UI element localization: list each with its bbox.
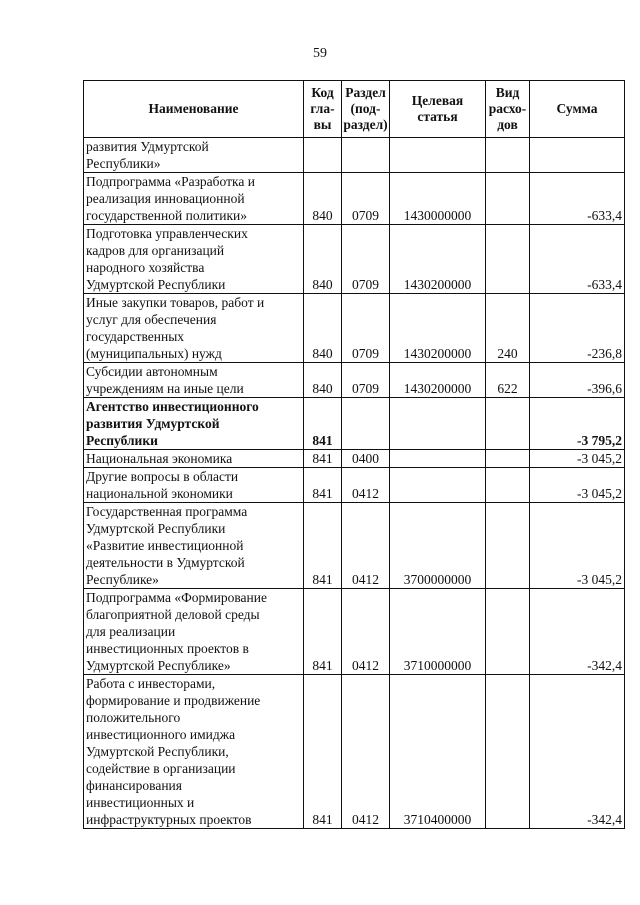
row-name-line: Удмуртской Республики, [86, 744, 229, 759]
row-name-cell [84, 138, 304, 173]
row-code-cell: 840 [304, 173, 342, 225]
row-expense-cell [486, 138, 530, 173]
row-name-line: развития Удмуртской [86, 139, 209, 154]
header-section-line: раздел) [343, 117, 388, 132]
table-row [84, 468, 625, 503]
row-article-cell [390, 398, 486, 450]
header-section-line: (под- [350, 101, 381, 116]
header-code [304, 81, 342, 138]
row-name-line: Субсидии автономным [86, 364, 218, 379]
row-code-cell: 840 [304, 294, 342, 363]
row-sum-cell: -633,4 [530, 225, 625, 294]
row-section-cell: 0412 [342, 675, 390, 829]
row-expense-cell [486, 225, 530, 294]
row-name-line: Государственная программа [86, 504, 248, 519]
row-name-cell [84, 503, 304, 589]
table-row [84, 675, 625, 829]
row-section-cell: 0412 [342, 589, 390, 675]
header-expense-line: дов [497, 117, 518, 132]
row-name-line: благоприятной деловой среды [86, 607, 260, 622]
row-name-line: (муниципальных) нужд [86, 346, 222, 361]
row-expense-cell [486, 675, 530, 829]
row-code-cell: 841 [304, 468, 342, 503]
row-name-line: Иные закупки товаров, работ и [86, 295, 265, 310]
row-sum-cell: -3 795,2 [530, 398, 625, 450]
row-expense-cell [486, 503, 530, 589]
row-name-line: Республике» [86, 572, 159, 587]
row-section-cell: 0709 [342, 363, 390, 398]
table-row [84, 589, 625, 675]
table-row [84, 173, 625, 225]
row-name-line: государственных [86, 329, 185, 344]
row-name-line: национальной экономики [86, 486, 233, 501]
row-name-line: инфраструктурных проектов [86, 812, 252, 827]
header-sum: Сумма [530, 81, 625, 138]
row-sum-cell: -342,4 [530, 589, 625, 675]
row-name-line: Работа с инвесторами, [86, 676, 216, 691]
row-name-line: «Развитие инвестиционной [86, 538, 244, 553]
row-section-cell: 0709 [342, 294, 390, 363]
row-article-cell: 3710400000 [390, 675, 486, 829]
row-name-line: инвестиционных и [86, 795, 195, 810]
row-name-cell [84, 225, 304, 294]
row-article-cell: 1430200000 [390, 294, 486, 363]
budget-table [83, 80, 625, 829]
header-expense [486, 81, 530, 138]
row-name-line: Подготовка управленческих [86, 226, 248, 241]
table-row [84, 363, 625, 398]
header-name: Наименование [84, 81, 304, 138]
row-name-line: инвестиционных проектов в [86, 641, 249, 656]
row-code-cell: 841 [304, 589, 342, 675]
row-name-cell [84, 363, 304, 398]
row-name-line: услуг для обеспечения [86, 312, 217, 327]
row-expense-cell [486, 398, 530, 450]
row-code-cell: 840 [304, 363, 342, 398]
row-name-line: Подпрограмма «Формирование [86, 590, 267, 605]
row-code-cell: 841 [304, 398, 342, 450]
header-section [342, 81, 390, 138]
row-code-cell: 840 [304, 225, 342, 294]
row-name-line: Республики» [86, 156, 161, 171]
row-name-cell [84, 398, 304, 450]
table-header-row [84, 81, 625, 138]
row-article-cell [390, 450, 486, 468]
row-name-cell [84, 173, 304, 225]
row-name-line: реализация инновационной [86, 191, 245, 206]
row-article-cell: 1430200000 [390, 225, 486, 294]
row-name-line: положительного [86, 710, 181, 725]
row-article-cell [390, 138, 486, 173]
row-sum-cell: -3 045,2 [530, 450, 625, 468]
row-name-line: финансирования [86, 778, 182, 793]
row-name-cell [84, 589, 304, 675]
table-body [84, 138, 625, 829]
header-article [390, 81, 486, 138]
table-row [84, 398, 625, 450]
row-article-cell [390, 468, 486, 503]
row-name-line: развития Удмуртской [86, 416, 220, 431]
header-code-line: Код [311, 85, 334, 100]
row-sum-cell: -396,6 [530, 363, 625, 398]
row-expense-cell [486, 468, 530, 503]
row-name-cell [84, 468, 304, 503]
header-code-line: вы [313, 117, 332, 132]
row-sum-cell: -342,4 [530, 675, 625, 829]
row-name-line: Республики [86, 433, 158, 448]
table-row [84, 450, 625, 468]
header-code-line: гла- [310, 101, 335, 116]
row-name-line: для реализации [86, 624, 176, 639]
row-sum-cell [530, 138, 625, 173]
row-name-line: Национальная экономика [86, 451, 233, 466]
row-sum-cell: -633,4 [530, 173, 625, 225]
page-number: 59 [313, 46, 327, 61]
row-code-cell [304, 138, 342, 173]
row-name-line: Удмуртской Республики [86, 521, 226, 536]
row-section-cell [342, 138, 390, 173]
row-code-cell: 841 [304, 450, 342, 468]
row-section-cell: 0709 [342, 173, 390, 225]
row-article-cell: 1430000000 [390, 173, 486, 225]
row-name-cell [84, 294, 304, 363]
row-expense-cell [486, 589, 530, 675]
row-section-cell: 0400 [342, 450, 390, 468]
row-expense-cell: 240 [486, 294, 530, 363]
header-expense-line: расхо- [488, 101, 527, 116]
row-name-cell [84, 675, 304, 829]
row-name-cell [84, 450, 304, 468]
row-sum-cell: -3 045,2 [530, 468, 625, 503]
row-name-line: государственной политики» [86, 208, 248, 223]
row-name-line: Агентство инвестиционного [86, 399, 259, 414]
row-section-cell: 0412 [342, 503, 390, 589]
row-name-line: кадров для организаций [86, 243, 225, 258]
row-name-line: Подпрограмма «Разработка и [86, 174, 255, 189]
row-name-line: учреждениям на иные цели [86, 381, 244, 396]
row-expense-cell: 622 [486, 363, 530, 398]
row-name-line: Удмуртской Республике» [86, 658, 231, 673]
table-row [84, 294, 625, 363]
row-name-line: деятельности в Удмуртской [86, 555, 245, 570]
row-section-cell: 0709 [342, 225, 390, 294]
row-article-cell: 1430200000 [390, 363, 486, 398]
row-article-cell: 3710000000 [390, 589, 486, 675]
row-expense-cell [486, 450, 530, 468]
header-article-line: статья [417, 109, 458, 124]
row-name-line: содействие в организации [86, 761, 236, 776]
row-code-cell: 841 [304, 503, 342, 589]
row-sum-cell: -236,8 [530, 294, 625, 363]
table-row [84, 138, 625, 173]
row-expense-cell [486, 173, 530, 225]
header-article-line: Целевая [411, 93, 464, 108]
row-article-cell: 3700000000 [390, 503, 486, 589]
table-row [84, 503, 625, 589]
table-row [84, 225, 625, 294]
row-section-cell [342, 398, 390, 450]
row-name-line: инвестиционного имиджа [86, 727, 236, 742]
row-sum-cell: -3 045,2 [530, 503, 625, 589]
row-name-line: формирование и продвижение [86, 693, 261, 708]
header-expense-line: Вид [495, 85, 520, 100]
row-code-cell: 841 [304, 675, 342, 829]
row-name-line: народного хозяйства [86, 260, 205, 275]
row-section-cell: 0412 [342, 468, 390, 503]
row-name-line: Удмуртской Республики [86, 277, 226, 292]
row-name-line: Другие вопросы в области [86, 469, 239, 484]
header-section-line: Раздел [345, 85, 386, 100]
